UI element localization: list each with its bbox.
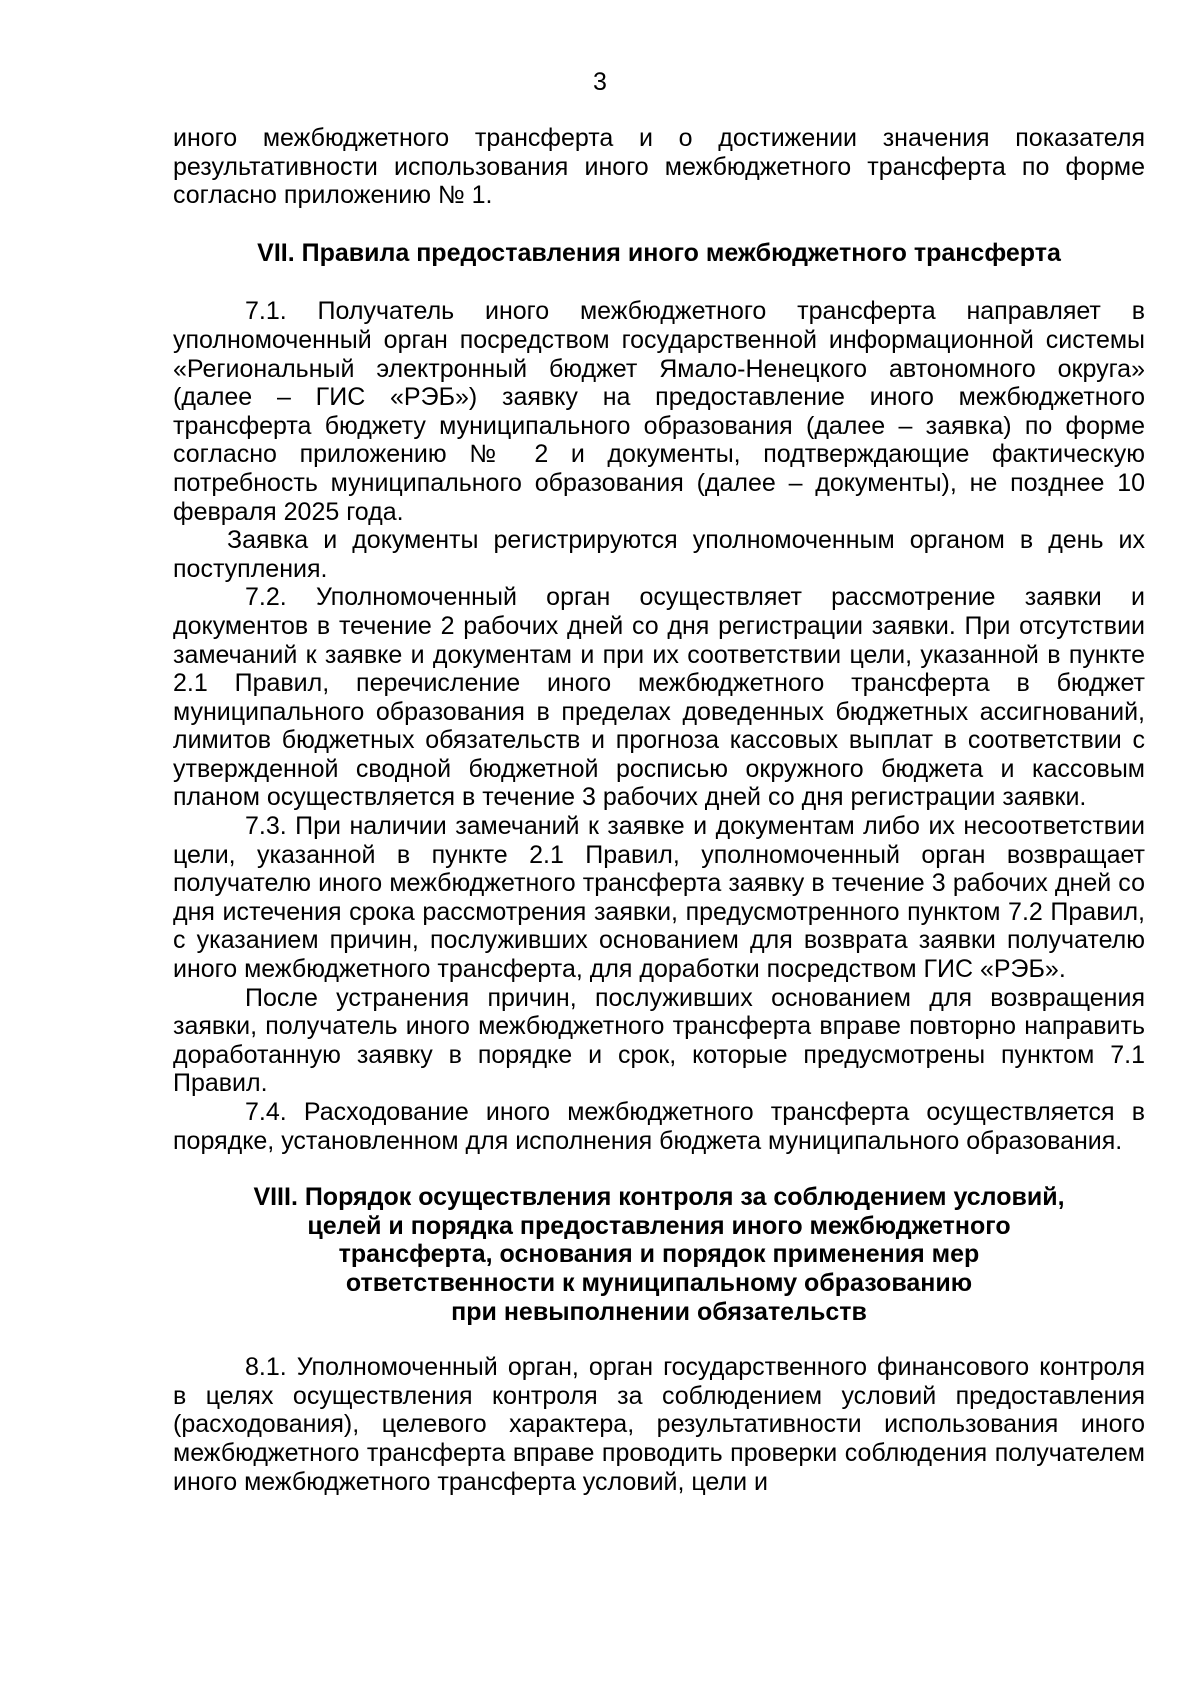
intro-paragraph: иного межбюджетного трансферта и о достижении значения показателя результативности использования иного межбюджетного трансферта по форме согласно приложению № 1. [173,124,1145,210]
paragraph-7-3-resubmission: После устранения причин, послуживших основанием для возвращения заявки, получатель иного межбюджетного трансферта вправе повторно направить доработанную заявку в порядке и срок, которые предусмотрены пунктом 7.1 Правил. [173,983,1145,1098]
page-number: 3 [593,68,607,96]
paragraph-7-4: 7.4. Расходование иного межбюджетного трансферта осуществляется в порядке, установленном для исполнения бюджета муниципального образования. [173,1098,1145,1155]
paragraph-7-1: 7.1. Получатель иного межбюджетного трансферта направляет в уполномоченный орган посредством государственной информационной системы «Региональный электронный бюджет Ямало-Ненецкого автономного округа» (далее – ГИС «РЭБ») заявку на предоставление иного межбюджетного трансферта бюджету муниципального образования (далее – заявка) по форме согласно приложению № 2 и документы, подтверждающие фактическую потребность муниципального образования (далее – документы), не позднее 10 февраля 2025 года. [173,297,1145,526]
section-8-heading-line: ответственности к муниципальному образованию [345,1268,973,1297]
section-8-heading-line: при невыполнении обязательств [451,1297,867,1326]
section-8-heading [173,1183,1145,1326]
paragraph-7-1-registration: Заявка и документы регистрируются уполномоченным органом в день их поступления. [173,526,1145,583]
paragraph-8-1: 8.1. Уполномоченный орган, орган государственного финансового контроля в целях осуществления контроля за соблюдением условий предоставления (расходования), целевого характера, результативности использования иного межбюджетного трансферта вправе проводить проверки соблюдения получателем иного межбюджетного трансферта условий, цели и [173,1353,1145,1496]
section-7-heading: VII. Правила предоставления иного межбюджетного трансферта [257,238,1061,267]
section-8-heading-line: трансферта, основания и порядок применения мер [338,1240,980,1269]
paragraph-7-3: 7.3. При наличии замечаний к заявке и документам либо их несоответствии цели, указанной в пункте 2.1 Правил, уполномоченный орган возвращает получателю иного межбюджетного трансферта заявку в течение 3 рабочих дней со дня истечения срока рассмотрения заявки, предусмотренного пунктом 7.2 Правил, с указанием причин, послуживших основанием для возврата заявки получателю иного межбюджетного трансферта, для доработки посредством ГИС «РЭБ». [173,812,1145,984]
section-8-heading-line: целей и порядка предоставления иного межбюджетного [307,1211,1011,1240]
paragraph-7-2: 7.2. Уполномоченный орган осуществляет рассмотрение заявки и документов в течение 2 рабочих дней со дня регистрации заявки. При отсутствии замечаний к заявке и документам и при их соответствии цели, указанной в пункте 2.1 Правил, перечисление иного межбюджетного трансферта в бюджет муниципального образования в пределах доведенных бюджетных ассигнований, лимитов бюджетных обязательств и прогноза кассовых выплат в соответствии с утвержденной сводной бюджетной росписью окружного бюджета и кассовым планом осуществляется в течение 3 рабочих дней со дня регистрации заявки. [173,583,1145,812]
document-body [173,124,1145,1496]
section-8-heading-line: VIII. Порядок осуществления контроля за соблюдением условий, [253,1183,1065,1212]
